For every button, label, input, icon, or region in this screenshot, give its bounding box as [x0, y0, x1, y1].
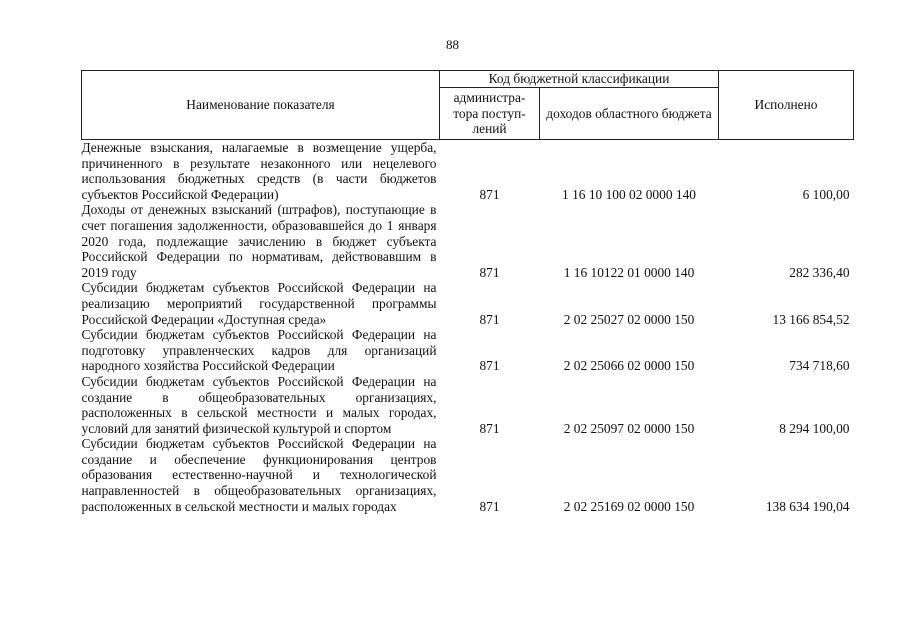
table-header: [82, 71, 854, 140]
row-name: Субсидии бюджетам субъектов Российской Федерации на подготовку управленческих кадров для организаций народного хозяйства Российской Федерации: [81, 327, 437, 374]
row-admin: 871: [479, 186, 500, 202]
row-name: Денежные взыскания, налагаемые в возмещение ущерба, причиненного в результате незаконного или нецелевого использования бюджетных средств (в части бюджетов субъектов Российской Федерации): [81, 140, 437, 202]
row-code: 2 02 25169 02 0000 150: [563, 498, 695, 514]
row-code: 2 02 25066 02 0000 150: [563, 358, 695, 374]
row-amount: 282 336,40: [789, 264, 850, 280]
row-name: Доходы от денежных взысканий (штрафов), поступающие в счет погашения задолженности, образовавшейся до 1 января 2020 года, подлежащие зачислению в бюджет субъекта Российской Федерации по нормативам, действовавшим в 2019 году: [81, 202, 437, 280]
table-row: [82, 202, 854, 280]
header-executed: Исполнено: [719, 71, 854, 140]
row-name: Субсидии бюджетам субъектов Российской Федерации на создание и обеспечение функционирования центров образования естественно-научной и технологической направленностей в общеобразовательных организациях, расположенных в сельской местности и малых городах: [81, 436, 437, 514]
table-row: [82, 327, 854, 374]
row-code: 2 02 25097 02 0000 150: [563, 420, 695, 436]
row-name: Субсидии бюджетам субъектов Российской Федерации на создание в общеобразовательных организациях, расположенных в сельской местности и малых городах, условий для занятий физической культурой и спортом: [81, 373, 437, 436]
row-admin: 871: [479, 264, 500, 280]
budget-table: [81, 70, 854, 514]
row-code: 1 16 10 100 02 0000 140: [562, 186, 696, 202]
table-row: [82, 140, 854, 203]
table-row: [82, 436, 854, 514]
row-amount: 13 166 854,52: [772, 311, 850, 327]
page-number: 88: [446, 37, 459, 52]
table-row: [82, 280, 854, 327]
row-code: 2 02 25027 02 0000 150: [563, 311, 695, 327]
row-amount: 138 634 190,04: [765, 498, 850, 514]
table-body: [82, 140, 854, 515]
row-admin: 871: [479, 498, 500, 514]
row-admin: 871: [479, 420, 500, 436]
header-name: Наименование показателя: [82, 71, 440, 140]
row-amount: 734 718,60: [789, 358, 850, 374]
table-row: [82, 374, 854, 436]
header-classification: Код бюджетной классификации: [440, 71, 719, 88]
row-amount: 8 294 100,00: [779, 420, 850, 436]
row-admin: 871: [479, 358, 500, 374]
row-code: 1 16 10122 01 0000 140: [563, 264, 695, 280]
row-admin: 871: [479, 311, 500, 327]
row-name: Субсидии бюджетам субъектов Российской Федерации на реализацию мероприятий государственной программы Российской Федерации «Доступная среда»: [81, 280, 437, 327]
header-revenue: доходов областного бюджета: [540, 88, 719, 140]
row-amount: 6 100,00: [802, 186, 850, 202]
header-administrator: администра-тора поступ-лений: [440, 88, 540, 140]
